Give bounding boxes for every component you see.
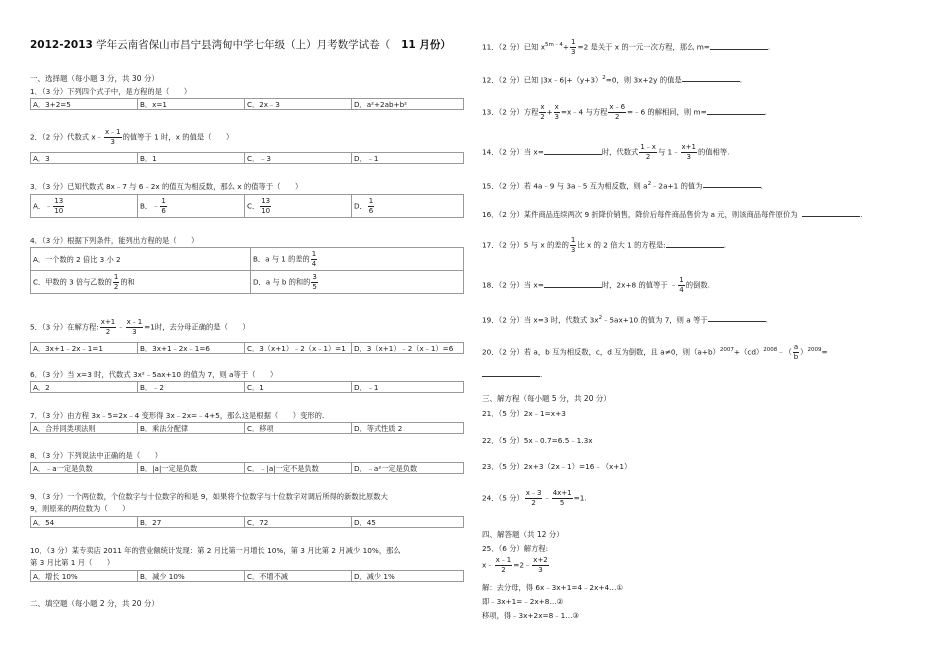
q7-option-d: D．等式性质 2 [352, 423, 464, 434]
q4-option-c: C．甲数的 3 倍与乙数的 $\frac{1}{2}$ 的和 [31, 271, 251, 294]
q7-option-b: B．乘法分配律 [138, 423, 245, 434]
q5-option-a: A．3x+1﹣2x﹣1=1 [31, 343, 138, 354]
q5-options [30, 342, 464, 354]
q10-option-a: A．增长 10% [31, 571, 138, 582]
q6-stem: 6．（3 分）当 x=3 时，代数式 3x²﹣5ax+10 的值为 7，则 a等于（ ） [30, 370, 278, 379]
q7-options [30, 422, 464, 434]
q24: 24．（5 分） $\frac{x﹣3}{2}$ ﹣ $\frac{4x+1}{5}$ =1. [482, 489, 587, 507]
q21: 21．（5 分）2x﹣1=x+3 [482, 409, 566, 418]
q2-option-b: B．1 [138, 153, 245, 164]
q1-option-d: D．a²+2ab+b² [352, 99, 464, 110]
q3-options [30, 194, 464, 218]
q4-option-d: D．a 与 b 的和的 $\frac{3}{5}$ [251, 271, 464, 294]
q10-stem-line1: 10．（3 分）某专卖店 2011 年的营业额统计发现：第 2 月比第一月增长 10%，第 3 月比第 2 月减少 10%，那么 [30, 546, 401, 555]
q17-answer-blank[interactable] [666, 241, 724, 248]
q8-option-d: D．﹣a²一定是负数 [352, 463, 464, 474]
q15-answer-blank[interactable] [703, 181, 761, 188]
q3-option-d: D． $\frac{1}{6}$ [352, 195, 464, 218]
section-answer-heading: 四、解答题（共 12 分） [482, 530, 564, 539]
q4-stem: 4．（3 分）根据下列条件，能列出方程的是（ ） [30, 236, 199, 245]
q25-stem: 25．（6 分）解方程: [482, 544, 549, 553]
title-main: 学年云南省保山市昌宁县湾甸中学七年级（上）月考数学试卷（ [92, 39, 391, 51]
q1-options [30, 98, 464, 110]
q3-stem: 3．（3 分）已知代数式 8x﹣7 与 6﹣2x 的值互为相反数，那么 x 的值等于（ ） [30, 182, 303, 191]
q13: 13．（2 分）方程 $\frac{x}{2}$ + $\frac{x}{3}$ =x﹣4 与方程 $\frac{x﹣6}{2}$ =﹣6 的解相同，则 m= . [482, 103, 768, 121]
q1-option-c: C．2x﹣3 [245, 99, 352, 110]
q10-option-b: B．减少 10% [138, 571, 245, 582]
q9-option-c: C．72 [245, 517, 352, 528]
q14-answer-blank[interactable] [544, 148, 602, 155]
q10-option-c: C．不增不减 [245, 571, 352, 582]
q22: 22．（5 分）5x﹣0.7=6.5﹣1.3x [482, 436, 593, 445]
q6-option-c: C．1 [245, 382, 352, 393]
q18: 18．（2 分）当 x= 时，2x+8 的值等于 ﹣ $\frac{1}{4}$ 的倒数. [482, 276, 710, 294]
q5-option-c: C．3（x+1）﹣2（x﹣1）=1 [245, 343, 352, 354]
section-equations-heading: 三、解方程（每小题 5 分，共 20 分） [482, 394, 611, 403]
q15: 15．（2 分）若 4a﹣9 与 3a﹣5 互为相反数，则 $a^2﹣2a+1$ 的值为 . [482, 181, 763, 191]
q9-stem-line2: 9，则原来的两位数为（ ） [30, 504, 130, 513]
q12: 12．（2 分）已知 $|3x﹣6|+(y+3)^2=0$，则 3x+2y 的值是 . [482, 75, 743, 85]
q25-step2: 即﹣3x+1=﹣2x+8…② [482, 597, 564, 606]
q11-answer-blank[interactable] [710, 43, 768, 50]
q17: 17．（2 分）5 与 x 的差的 $\frac{1}{3}$ 比 x 的 2 倍大 1 的方程是: . [482, 236, 727, 254]
q5-stem: 5．（3 分）在解方程: $\frac{x+1}{2}$ ﹣ $\frac{x﹣1}{3}$ =1时，去分母正确的是（ ） [30, 318, 250, 336]
q13-answer-blank[interactable] [707, 108, 765, 115]
q2-option-c: C．﹣3 [245, 153, 352, 164]
q7-option-a: A．合并同类项法则 [31, 423, 138, 434]
q8-option-c: C．﹣|a|一定不是负数 [245, 463, 352, 474]
q1-stem: 1．（3 分）下列四个式子中，是方程的是（ ） [30, 87, 192, 96]
q16: 16．（2 分）某件商品连续两次 9 折降价销售，降价后每件商品售价为 a 元，则该商品每件原价为 . [482, 210, 863, 219]
q10-stem-line2: 第 3 月比第 1 月（ ） [30, 558, 115, 567]
q5-option-b: B．3x+1﹣2x﹣1=6 [138, 343, 245, 354]
q9-options [30, 516, 464, 528]
q20-answer-line: . [482, 370, 542, 379]
q3-option-c: C． $\frac{13}{10}$ [245, 195, 352, 218]
q19-answer-blank[interactable] [708, 315, 766, 322]
q1-option-b: B．x=1 [138, 99, 245, 110]
q4-option-b: B．a 与 1 的差的 $\frac{1}{4}$ [251, 248, 464, 271]
q7-option-c: C．移项 [245, 423, 352, 434]
q11: 11．（2 分）已知 $x^{5m﹣4}+$ $\frac{1}{3}$ =2 是关于 x 的一元一次方程，那么 m= . [482, 38, 771, 56]
q8-option-b: B．|a|一定是负数 [138, 463, 245, 474]
q2-fraction: $\frac{x﹣1}{3}$ [104, 128, 121, 146]
q12-answer-blank[interactable] [682, 75, 740, 82]
q2-options [30, 152, 464, 164]
q14: 14．（2 分）当 x= 时，代数式 $\frac{1﹣x}{2}$ 与 1﹣ $\frac{x+1}{3}$ 的值相等. [482, 143, 730, 161]
q4-option-a: A．一个数的 2 倍比 3 小 2 [31, 248, 251, 271]
q7-stem: 7．（3 分）由方程 3x﹣5=2x﹣4 变形得 3x﹣2x=﹣4+5，那么这是根据（ ）变形的. [30, 411, 325, 420]
q2-stem: 2．（2 分）代数式 x﹣ $\frac{x﹣1}{3}$ 的值等于 1 时，x 的值是（ ） [30, 128, 234, 146]
q19: 19．（2 分）当 x=3 时，代数式 $3x^2﹣5ax+10$ 的值为 7，则 a 等于 . [482, 315, 768, 325]
q9-stem-line1: 9．（3 分）一个两位数，个位数字与十位数字的和是 9，如果将个位数字与十位数字对调后所得的新数比原数大 [30, 492, 388, 501]
q23: 23．（5 分）2x+3（2x﹣1）=16﹣（x+1） [482, 462, 632, 471]
q20-answer-blank[interactable] [482, 370, 540, 377]
q9-option-a: A．54 [31, 517, 138, 528]
q3-option-a: A．﹣ $\frac{13}{10}$ [31, 195, 138, 218]
q18-answer-blank[interactable] [544, 281, 602, 288]
q25-step3: 移项，得﹣3x+2x=8﹣1…③ [482, 611, 580, 620]
title-year: 2012-2013 [30, 39, 93, 51]
q1-option-a: A．3+2=5 [31, 99, 138, 110]
q6-options [30, 381, 464, 393]
q2-option-a: A．3 [31, 153, 138, 164]
q6-option-d: D．﹣1 [352, 382, 464, 393]
title-month: 11 月份） [401, 39, 451, 51]
q6-option-a: A．2 [31, 382, 138, 393]
q3-option-b: B．﹣ $\frac{1}{6}$ [138, 195, 245, 218]
q10-option-d: D．减少 1% [352, 571, 464, 582]
exam-title [30, 39, 451, 52]
q9-option-b: B．27 [138, 517, 245, 528]
q6-option-b: B．﹣2 [138, 382, 245, 393]
q25-equation: x﹣ $\frac{x﹣1}{2}$ =2﹣ $\frac{x+2}{3}$ [482, 556, 548, 574]
q4-options [30, 247, 464, 294]
section-choice-heading: 一、选择题（每小题 3 分，共 30 分） [30, 74, 159, 83]
q8-stem: 8．（3 分）下列说法中正确的是（ ） [30, 451, 163, 460]
q16-answer-blank[interactable] [802, 210, 860, 217]
section-fill-heading: 二、填空题（每小题 2 分，共 20 分） [30, 599, 159, 608]
q8-option-a: A．﹣a一定是负数 [31, 463, 138, 474]
q2-option-d: D．﹣1 [352, 153, 464, 164]
q25-step1: 解：去分母，得 6x﹣3x+1=4﹣2x+4…① [482, 583, 623, 592]
q9-option-d: D．45 [352, 517, 464, 528]
q8-options [30, 462, 464, 474]
q20: 20．（2 分）若 a，b 互为相反数，c，d 互为倒数，且 a≠0，则$(a+b)^{2007}+(cd)^{2008}﹣$（ $\frac{a}{b}$ ）$^{2009}$= [482, 343, 828, 361]
q10-options [30, 570, 464, 582]
q5-option-d: D．3（x+1）﹣2（x﹣1）=6 [352, 343, 464, 354]
